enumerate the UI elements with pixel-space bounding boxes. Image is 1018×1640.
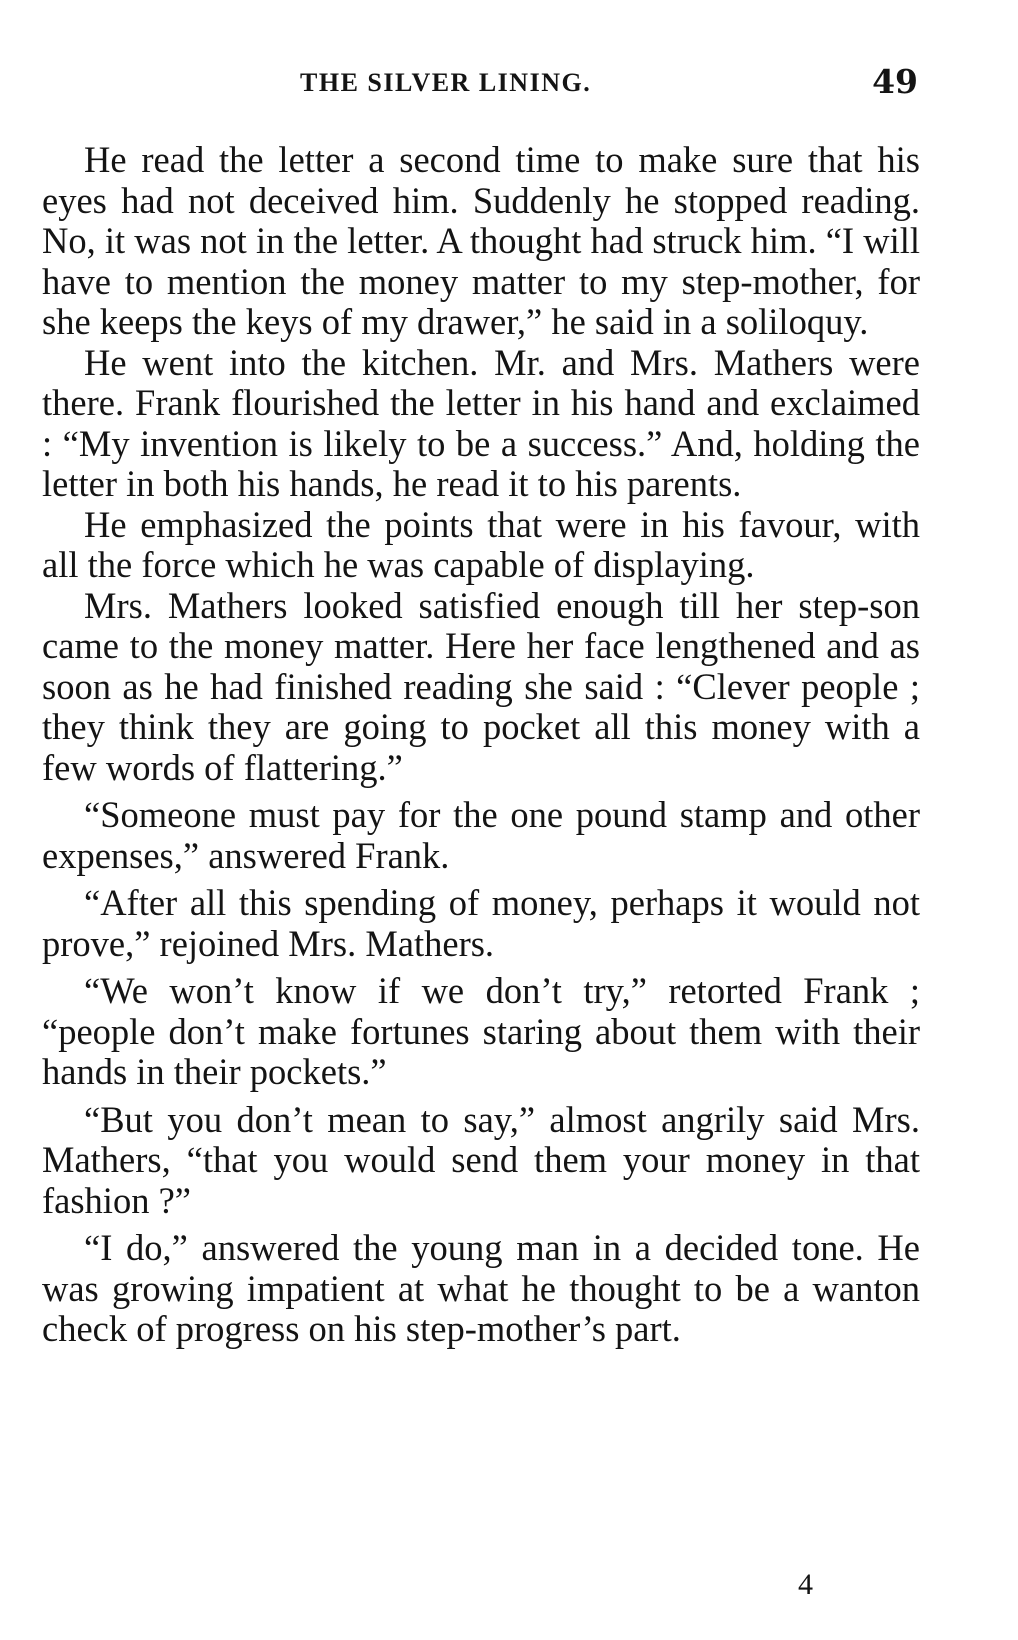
- running-title: THE SILVER LINING.: [300, 68, 592, 97]
- paragraph: “After all this spending of money, perhaps it would not prove,” rejoined Mrs. Mathers.: [42, 882, 920, 964]
- paragraph: He read the letter a second time to make sure that his eyes had not deceived him. Suddenly he stopped reading. No, it was not in the letter. A thought had struck him. “I will have to mention the money matter to my step-mother, for she keeps the keys of my drawer,” he said in a soliloquy.: [42, 139, 920, 342]
- signature-mark: 4: [798, 1568, 813, 1601]
- paragraph: Mrs. Mathers looked satisfied enough till her step-son came to the money matter. Here her face lengthened and as soon as he had finished reading she said : “Clever people ; they think they are going to pocket all this money with a few words of flattering.”: [42, 584, 920, 788]
- paragraph: “I do,” answered the young man in a decided tone. He was growing impatient at what he thought to be a wanton check of progress on his step-mother’s part.: [42, 1227, 920, 1349]
- running-head: [0, 62, 1018, 102]
- paragraph: He emphasized the points that were in his favour, with all the force which he was capable of displaying.: [42, 503, 920, 585]
- page-number: 49: [872, 62, 918, 101]
- paragraph: “But you don’t mean to say,” almost angrily said Mrs. Mathers, “that you would send them your money in that fashion ?”: [42, 1098, 920, 1221]
- paragraph: “We won’t know if we don’t try,” retorted Frank ; “people don’t make fortunes staring about them with their hands in their pockets.”: [42, 970, 920, 1092]
- body-text: [42, 140, 920, 1350]
- paragraph: He went into the kitchen. Mr. and Mrs. Mathers were there. Frank flourished the letter in his hand and exclaimed : “My invention is likely to be a success.” And, holding the letter in both his hands, he read it to his parents.: [42, 341, 920, 504]
- paragraph: “Someone must pay for the one pound stamp and other expenses,” answered Frank.: [42, 794, 920, 876]
